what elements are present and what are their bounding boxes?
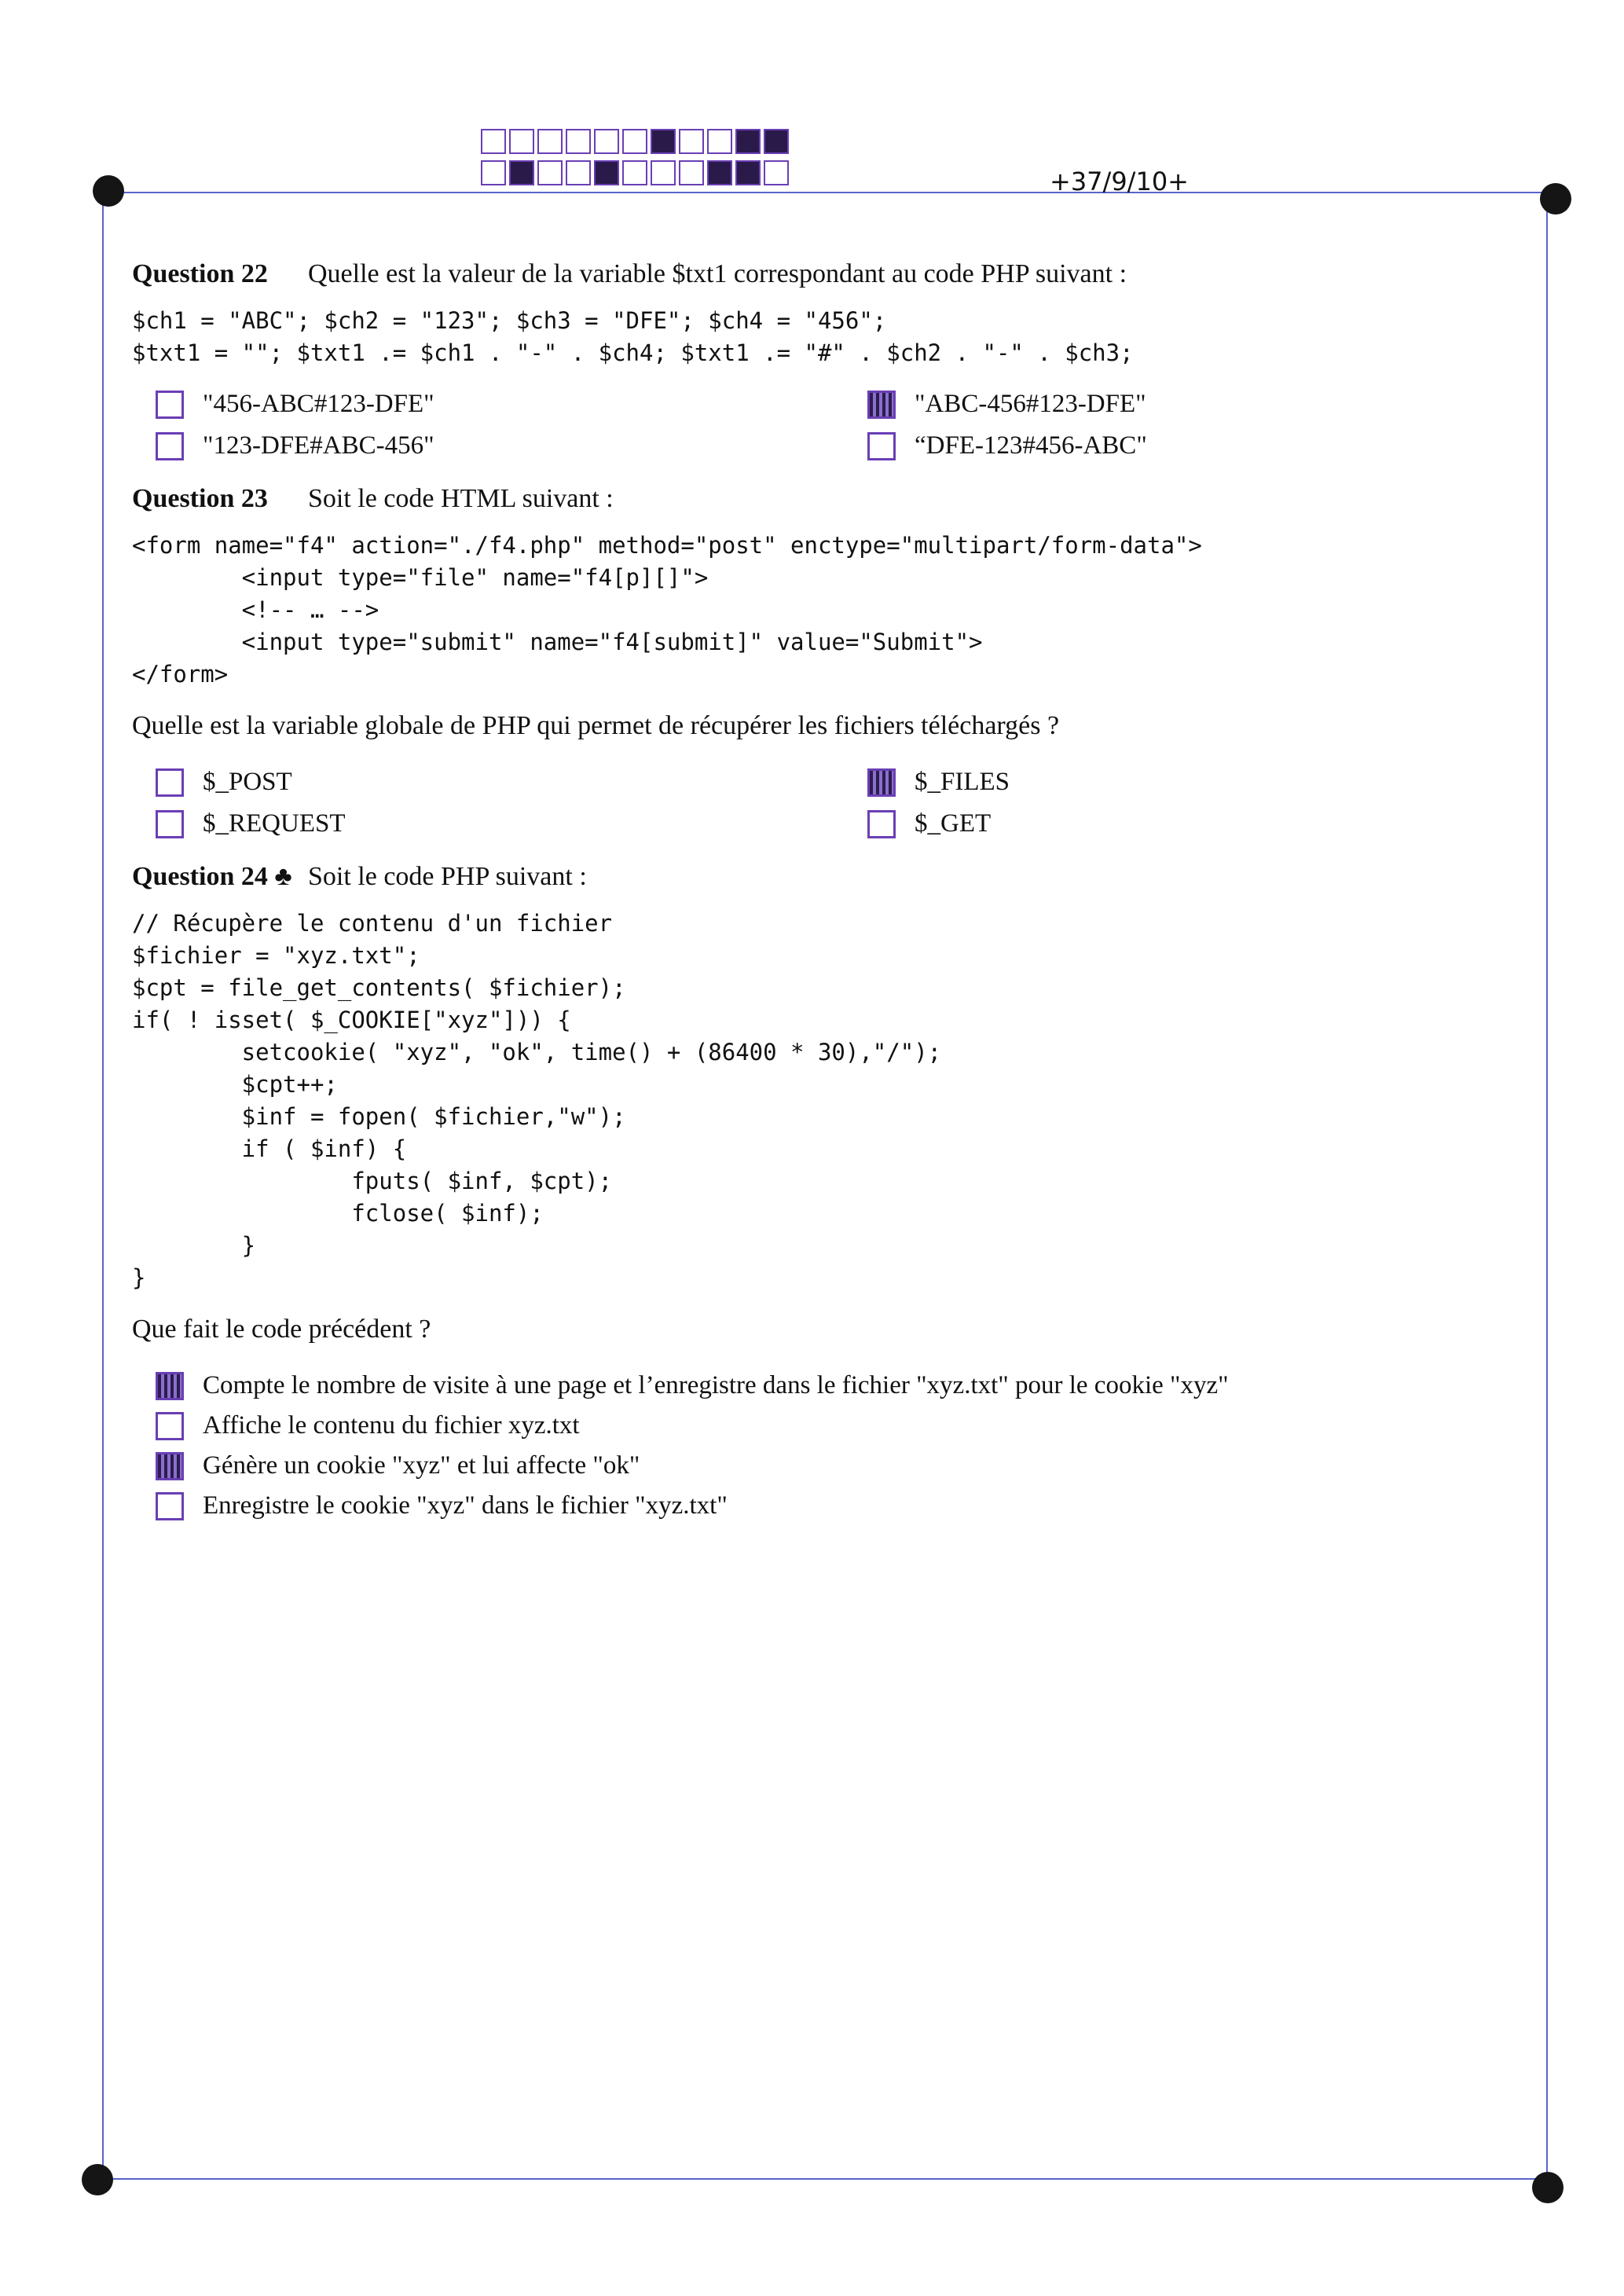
question-prompt: Soit le code PHP suivant : bbox=[308, 862, 587, 891]
answer-label: Génère un cookie "xyz" et lui affecte "ok" bbox=[203, 1451, 640, 1480]
answer-option[interactable] bbox=[867, 809, 1512, 838]
question-label: Question 23 bbox=[132, 484, 268, 513]
code-block: <form name="f4" action="./f4.php" method="post" enctype="multipart/form-data"> <input type="file" name="f4[p][]"> <!-- … --> <input type="submit" name="f4[submit]" value="Submit"> </form> bbox=[132, 532, 1202, 688]
answer-label: "123-DFE#ABC-456" bbox=[203, 431, 434, 460]
barcode-cell bbox=[764, 129, 789, 154]
corner-mark-top-left bbox=[93, 175, 124, 207]
answer-option[interactable] bbox=[156, 809, 867, 838]
barcode-cell bbox=[679, 129, 704, 154]
checkbox[interactable] bbox=[867, 810, 896, 838]
question-label: Question 22 bbox=[132, 259, 268, 288]
question-prompt: Soit le code HTML suivant : bbox=[308, 484, 614, 513]
question-23 bbox=[132, 484, 1499, 838]
checkbox[interactable] bbox=[867, 391, 896, 419]
checkbox[interactable] bbox=[867, 768, 896, 797]
code-block: $ch1 = "ABC"; $ch2 = "123"; $ch3 = "DFE"; $ch4 = "456"; $txt1 = ""; $txt1 .= $ch1 . "-" . $ch4; $txt1 .= "#" . $ch2 . "-" . $ch3; bbox=[132, 307, 1134, 366]
answer-list bbox=[156, 1371, 1499, 1520]
answer-label: $_FILES bbox=[915, 768, 1010, 796]
question-text: Que fait le code précédent ? bbox=[132, 1315, 431, 1344]
answer-label: "ABC-456#123-DFE" bbox=[915, 390, 1146, 418]
checkbox[interactable] bbox=[156, 391, 184, 419]
answer-list bbox=[156, 768, 1499, 838]
answer-label: $_GET bbox=[915, 809, 992, 838]
barcode-cell bbox=[651, 160, 676, 185]
answer-label: $_REQUEST bbox=[203, 809, 346, 838]
answer-option[interactable] bbox=[156, 1411, 1499, 1440]
corner-mark-top-right bbox=[1540, 183, 1571, 215]
answer-option[interactable] bbox=[867, 431, 1512, 460]
question-header bbox=[132, 862, 1499, 892]
barcode-cell bbox=[537, 160, 563, 185]
answer-option[interactable] bbox=[867, 768, 1512, 797]
barcode-row-2 bbox=[481, 160, 792, 185]
barcode-cell bbox=[764, 160, 789, 185]
answer-option[interactable] bbox=[156, 768, 867, 797]
checkbox[interactable] bbox=[156, 1452, 184, 1480]
answer-option[interactable] bbox=[156, 1451, 1499, 1480]
barcode-cell bbox=[509, 129, 534, 154]
checkbox[interactable] bbox=[156, 432, 184, 460]
answer-list bbox=[156, 390, 1499, 460]
question-text: Quelle est la variable globale de PHP qui permet de récupérer les fichiers téléchargés ? bbox=[132, 711, 1060, 740]
answer-label: Affiche le contenu du fichier xyz.txt bbox=[203, 1411, 580, 1440]
answer-option[interactable] bbox=[867, 390, 1512, 419]
barcode-cell bbox=[481, 160, 506, 185]
barcode-cell bbox=[735, 129, 761, 154]
barcode-cell bbox=[707, 129, 732, 154]
barcode-cell bbox=[537, 129, 563, 154]
question-header bbox=[132, 484, 1499, 514]
question-22 bbox=[132, 259, 1499, 460]
checkbox[interactable] bbox=[867, 432, 896, 460]
barcode-cell bbox=[566, 129, 591, 154]
question-prompt: Quelle est la valeur de la variable $txt1 correspondant au code PHP suivant : bbox=[308, 259, 1127, 288]
answer-option[interactable] bbox=[156, 1491, 1499, 1520]
answer-label: Compte le nombre de visite à une page et l’enregistre dans le fichier "xyz.txt" pour le cookie "xyz" bbox=[203, 1371, 1229, 1399]
question-header bbox=[132, 259, 1499, 289]
barcode-cell bbox=[707, 160, 732, 185]
barcode-cell bbox=[594, 160, 619, 185]
corner-mark-bottom-right bbox=[1532, 2172, 1564, 2203]
answer-label: "456-ABC#123-DFE" bbox=[203, 390, 434, 418]
barcode-cell bbox=[622, 129, 647, 154]
checkbox[interactable] bbox=[156, 1492, 184, 1520]
barcode-cell bbox=[679, 160, 704, 185]
question-24 bbox=[132, 862, 1499, 1520]
checkbox[interactable] bbox=[156, 768, 184, 797]
answer-label: “DFE-123#456-ABC" bbox=[915, 431, 1147, 460]
question-label: Question 24 ♣ bbox=[132, 862, 292, 891]
barcode-cell bbox=[594, 129, 619, 154]
barcode-cell bbox=[481, 129, 506, 154]
answer-option[interactable] bbox=[156, 431, 867, 460]
page-id: +37/9/10+ bbox=[1050, 167, 1189, 196]
barcode-cell bbox=[509, 160, 534, 185]
answer-option[interactable] bbox=[156, 390, 867, 419]
answer-option[interactable] bbox=[156, 1371, 1499, 1400]
answer-label: $_POST bbox=[203, 768, 292, 796]
barcode-cell bbox=[735, 160, 761, 185]
checkbox[interactable] bbox=[156, 1412, 184, 1440]
checkbox[interactable] bbox=[156, 810, 184, 838]
answer-label: Enregistre le cookie "xyz" dans le fichier "xyz.txt" bbox=[203, 1491, 728, 1520]
code-block: // Récupère le contenu d'un fichier $fichier = "xyz.txt"; $cpt = file_get_contents( $fichier); if( ! isset( $_COOKIE["xyz"])) { setcookie( "xyz", "ok", time() + (86400 * 30),"/"); $cpt++; $inf = fopen( $fichier,"w"); if ( $inf) { fputs( $inf, $cpt); fclose( $inf); } } bbox=[132, 910, 942, 1291]
barcode-cell bbox=[651, 129, 676, 154]
corner-mark-bottom-left bbox=[82, 2164, 113, 2195]
checkbox[interactable] bbox=[156, 1372, 184, 1400]
barcode-row-1 bbox=[481, 129, 792, 154]
barcode-cell bbox=[566, 160, 591, 185]
barcode-cell bbox=[622, 160, 647, 185]
content bbox=[132, 259, 1499, 1541]
